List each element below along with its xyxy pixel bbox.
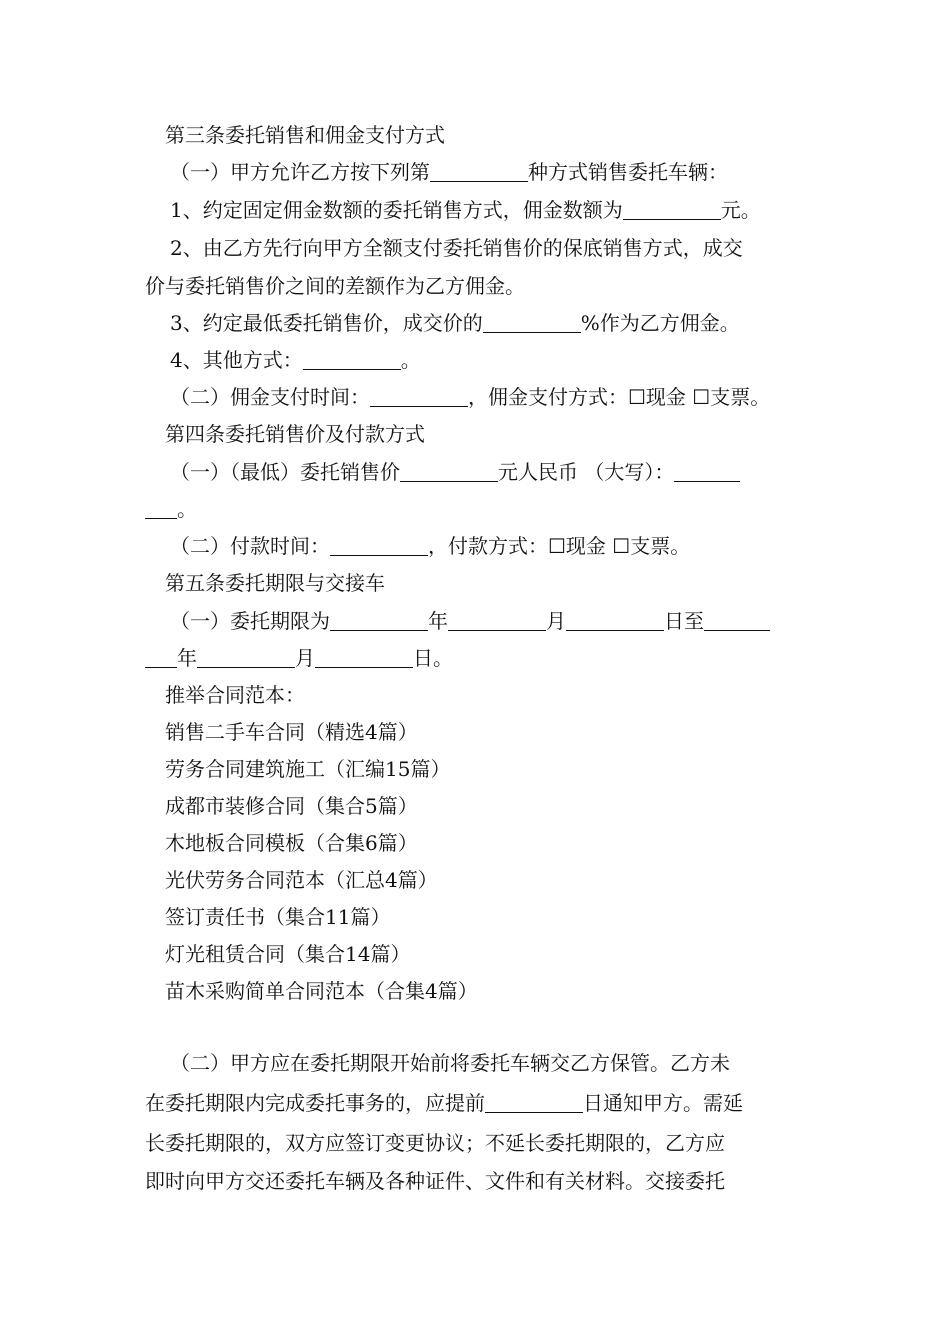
fill-blank[interactable] bbox=[400, 461, 498, 482]
recommended-heading bbox=[165, 683, 835, 707]
fill-blank[interactable] bbox=[145, 498, 177, 519]
fill-blank[interactable] bbox=[566, 610, 664, 631]
link-text[interactable]: 苗木采购简单合同范本（合集4篇） bbox=[165, 979, 478, 1003]
text: 第三条委托销售和佣金支付方式 bbox=[165, 123, 445, 147]
recommended-link[interactable] bbox=[165, 942, 835, 966]
text: 第四条委托销售价及付款方式 bbox=[165, 422, 425, 446]
fill-blank[interactable] bbox=[430, 161, 528, 182]
link-text[interactable]: 签订责任书（集合11篇） bbox=[165, 905, 391, 929]
paragraph-sale-price bbox=[170, 460, 840, 484]
paragraph-option-2-cont bbox=[145, 274, 815, 298]
paragraph-handover bbox=[170, 1051, 840, 1075]
text: 月 bbox=[546, 609, 566, 633]
link-text[interactable]: 销售二手车合同（精选4篇） bbox=[165, 720, 418, 744]
text: （二）付款时间： bbox=[170, 534, 330, 558]
text: 长委托期限的，双方应签订变更协议；不延长委托期限的，乙方应 bbox=[145, 1131, 725, 1155]
recommended-link[interactable] bbox=[165, 757, 835, 781]
text: （一）甲方允许乙方按下列第 bbox=[170, 160, 430, 184]
fill-blank[interactable] bbox=[145, 647, 177, 668]
text: 元。 bbox=[720, 198, 761, 222]
paragraph-option-1 bbox=[170, 198, 840, 222]
text: （二）甲方应在委托期限开始前将委托车辆交乙方保管。乙方未 bbox=[170, 1051, 730, 1075]
text: 元人民币 （大写）： bbox=[498, 460, 675, 484]
paragraph-payment-time bbox=[170, 534, 840, 558]
fill-blank[interactable] bbox=[448, 610, 546, 631]
text: 价与委托销售价之间的差额作为乙方佣金。 bbox=[145, 274, 525, 298]
text: （二）佣金支付时间： bbox=[170, 385, 370, 409]
paragraph-entrust-period-cont bbox=[145, 646, 815, 670]
text: 即时向甲方交还委托车辆及各种证件、文件和有关材料。交接委托 bbox=[145, 1169, 725, 1193]
link-text[interactable]: 灯光租赁合同（集合14篇） bbox=[165, 942, 411, 966]
paragraph-option-4 bbox=[170, 348, 840, 372]
heading-article-5 bbox=[165, 571, 835, 595]
fill-blank[interactable] bbox=[303, 349, 401, 370]
paragraph-sales-method bbox=[170, 160, 840, 184]
fill-blank[interactable] bbox=[370, 386, 468, 407]
fill-blank[interactable] bbox=[704, 610, 770, 631]
heading-article-4 bbox=[165, 422, 835, 446]
text: ，佣金支付方式：☐现金 ☐支票。 bbox=[468, 385, 771, 409]
text: 。 bbox=[400, 348, 421, 372]
heading-article-3 bbox=[165, 123, 835, 147]
text: 年 bbox=[428, 609, 448, 633]
text: 日。 bbox=[413, 646, 453, 670]
recommended-link[interactable] bbox=[165, 720, 835, 744]
link-text[interactable]: 光伏劳务合同范本（汇总4篇） bbox=[165, 868, 438, 892]
paragraph-handover-cont bbox=[145, 1131, 815, 1155]
text: 推举合同范本： bbox=[165, 683, 305, 707]
fill-blank[interactable] bbox=[483, 312, 581, 333]
recommended-link[interactable] bbox=[165, 979, 835, 1003]
link-text[interactable]: 木地板合同模板（合集6篇） bbox=[165, 831, 418, 855]
fill-blank[interactable] bbox=[485, 1092, 583, 1113]
text: 种方式销售委托车辆： bbox=[528, 160, 728, 184]
text: 日至 bbox=[664, 609, 704, 633]
text: 1、约定固定佣金数额的委托销售方式，佣金数额为 bbox=[170, 198, 623, 222]
text: 第五条委托期限与交接车 bbox=[165, 571, 385, 595]
fill-blank[interactable] bbox=[197, 647, 295, 668]
fill-blank[interactable] bbox=[623, 199, 721, 220]
paragraph-commission-payment bbox=[170, 385, 840, 409]
text: （一）（最低）委托销售价 bbox=[170, 460, 400, 484]
recommended-link[interactable] bbox=[165, 868, 835, 892]
text: ，付款方式：☐现金 ☐支票。 bbox=[428, 534, 691, 558]
text: 4、其他方式： bbox=[170, 348, 303, 372]
link-text[interactable]: 劳务合同建筑施工（汇编15篇） bbox=[165, 757, 451, 781]
text: （一）委托期限为 bbox=[170, 609, 330, 633]
text: 2、由乙方先行向甲方全额支付委托销售价的保底销售方式，成交 bbox=[170, 236, 743, 260]
recommended-link[interactable] bbox=[165, 794, 835, 818]
fill-blank[interactable] bbox=[330, 535, 428, 556]
paragraph-handover-cont bbox=[145, 1169, 815, 1193]
text: 3、约定最低委托销售价，成交价的 bbox=[170, 311, 483, 335]
paragraph-option-3 bbox=[170, 311, 840, 335]
recommended-link[interactable] bbox=[165, 905, 835, 929]
link-text[interactable]: 成都市装修合同（集合5篇） bbox=[165, 794, 418, 818]
fill-blank[interactable] bbox=[315, 647, 413, 668]
paragraph-sale-price-cont bbox=[145, 497, 815, 521]
text: 年 bbox=[177, 646, 197, 670]
recommended-link[interactable] bbox=[165, 831, 835, 855]
text: %作为乙方佣金。 bbox=[580, 311, 740, 335]
text: 月 bbox=[295, 646, 315, 670]
paragraph-handover-cont bbox=[145, 1091, 815, 1115]
text: 日通知甲方。需延 bbox=[583, 1091, 743, 1115]
fill-blank[interactable] bbox=[330, 610, 428, 631]
paragraph-entrust-period bbox=[170, 609, 840, 633]
fill-blank[interactable] bbox=[674, 461, 740, 482]
text: 。 bbox=[177, 497, 197, 521]
paragraph-option-2 bbox=[170, 236, 840, 260]
text: 在委托期限内完成委托事务的，应提前 bbox=[145, 1091, 485, 1115]
